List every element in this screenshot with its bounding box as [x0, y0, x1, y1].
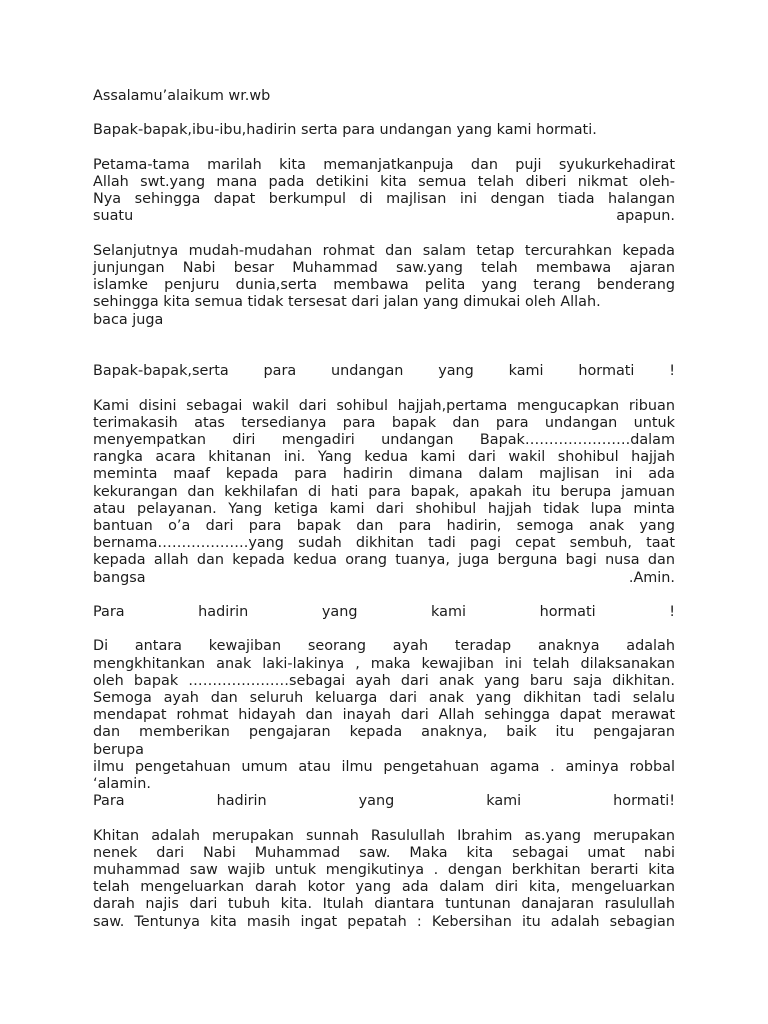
- paragraph-khitan: [93, 828, 675, 931]
- document-page: [93, 88, 675, 931]
- paragraph-line: Nya sehingga dapat berkumpul di majlisan ini dengan tiada halangan: [93, 191, 675, 208]
- salutation-3: Para hadirin yang kami hormati !: [93, 604, 675, 620]
- paragraph-line: meminta maaf kepada para hadirin dimana dalam majlisan ini ada: [93, 466, 675, 483]
- paragraph-line: bangsa .Amin.: [93, 569, 675, 586]
- paragraph-line: telah mengeluarkan darah kotor yang ada dalam diri kita, mengeluarkan: [93, 879, 675, 896]
- spacer: [93, 329, 675, 363]
- spacer: [93, 226, 675, 243]
- paragraph-line: junjungan Nabi besar Muhammad saw.yang telah membawa ajaran: [93, 259, 675, 276]
- paragraph-line: rangka acara khitanan ini. Yang kedua kami dari wakil shohibul hajjah: [93, 449, 675, 466]
- paragraph-line: oleh bapak …………………sebagai ayah dari anak yang baru saja dikhitan.: [93, 672, 675, 689]
- paragraph-line: Khitan adalah merupakan sunnah Rasulullah Ibrahim as.yang merupakan: [93, 827, 675, 844]
- paragraph-line: mengkhitankan anak laki-lakinya , maka kewajiban ini telah dilaksanakan: [93, 655, 675, 672]
- paragraph-line: Kami disini sebagai wakil dari sohibul hajjah,pertama mengucapkan ribuan: [93, 397, 675, 414]
- paragraph-line: terimakasih atas tersedianya para bapak dan para undangan untuk: [93, 414, 675, 431]
- paragraph-line: dan memberikan pengajaran kepada anaknya, baik itu pengajaran: [93, 724, 675, 741]
- paragraph-thanks: [93, 398, 675, 587]
- paragraph-line: Petama-tama marilah kita memanjatkanpuja dan puji syukurkehadirat: [93, 156, 675, 173]
- baca-juga-label: baca juga: [93, 311, 164, 328]
- paragraph-line: sehingga kita semua tidak tersesat dari jalan yang dimukai oleh Allah.: [93, 294, 601, 311]
- greeting: Assalamu’alaikum wr.wb: [93, 88, 271, 104]
- paragraph-line: muhammad saw wajib untuk mengikutinya . dengan berkhitan berarti kita: [93, 862, 675, 879]
- paragraph-line: Semoga ayah dan seluruh keluarga dari anak yang dikhitan tadi selalu: [93, 690, 675, 706]
- paragraph-line: menyempatkan diri mengadiri undangan Bapak………………….dalam: [93, 431, 675, 448]
- spacer: [93, 380, 675, 397]
- spacer: [93, 621, 675, 638]
- salutation-1: Bapak-bapak,ibu-ibu,hadirin serta para undangan yang kami hormati.: [93, 122, 597, 139]
- paragraph-line: nenek dari Nabi Muhammad saw. Maka kita sebagai umat nabi: [93, 844, 675, 861]
- paragraph-opening: [93, 157, 675, 226]
- spacer: [93, 105, 675, 122]
- paragraph-line: berupa: [93, 741, 144, 758]
- spacer: [93, 587, 675, 604]
- paragraph-line: mendapat rohmat hidayah dan inayah dari Allah sehingga dapat merawat: [93, 707, 675, 724]
- paragraph-line: Di antara kewajiban seorang ayah teradap anaknya adalah: [93, 638, 675, 655]
- paragraph-line: darah najis dari tubuh kita. Itulah diantara tuntunan danajaran rasulullah: [93, 896, 675, 913]
- paragraph-line: Allah swt.yang mana pada detikini kita semua telah diberi nikmat oleh-: [93, 173, 675, 190]
- paragraph-obligation: [93, 638, 675, 793]
- paragraph-line: islamke penjuru dunia,serta membawa pelita yang terang benderang: [93, 277, 675, 294]
- paragraph-line: ‘alamin.: [93, 776, 151, 793]
- spacer: [93, 140, 675, 157]
- spacer: [93, 810, 675, 827]
- paragraph-line: ilmu pengetahuan umum atau ilmu pengetahuan agama . aminya robbal: [93, 758, 675, 775]
- paragraph-line: bantuan o’a dari para bapak dan para hadirin, semoga anak yang: [93, 518, 675, 534]
- salutation-4: Para hadirin yang kami hormati!: [93, 793, 675, 810]
- paragraph-line: bernama……………….yang sudah dikhitan tadi pagi cepat sembuh, taat: [93, 535, 675, 552]
- salutation-2: Bapak-bapak,serta para undangan yang kami hormati !: [93, 363, 675, 380]
- paragraph-line: kepada allah dan kepada kedua orang tuanya, juga berguna bagi nusa dan: [93, 552, 675, 569]
- paragraph-line: atau pelayanan. Yang ketiga kami dari shohibul hajjah tidak lupa minta: [93, 500, 675, 517]
- paragraph-line: saw. Tentunya kita masih ingat pepatah : Kebersihan itu adalah sebagian: [93, 913, 675, 930]
- paragraph-line: Selanjutnya mudah-mudahan rohmat dan salam tetap tercurahkan kepada: [93, 242, 675, 259]
- paragraph-line: kekurangan dan kekhilafan di hati para bapak, apakah itu berupa jamuan: [93, 483, 675, 500]
- paragraph-line: suatu apapun.: [93, 208, 675, 225]
- paragraph-shalawat: [93, 243, 675, 312]
